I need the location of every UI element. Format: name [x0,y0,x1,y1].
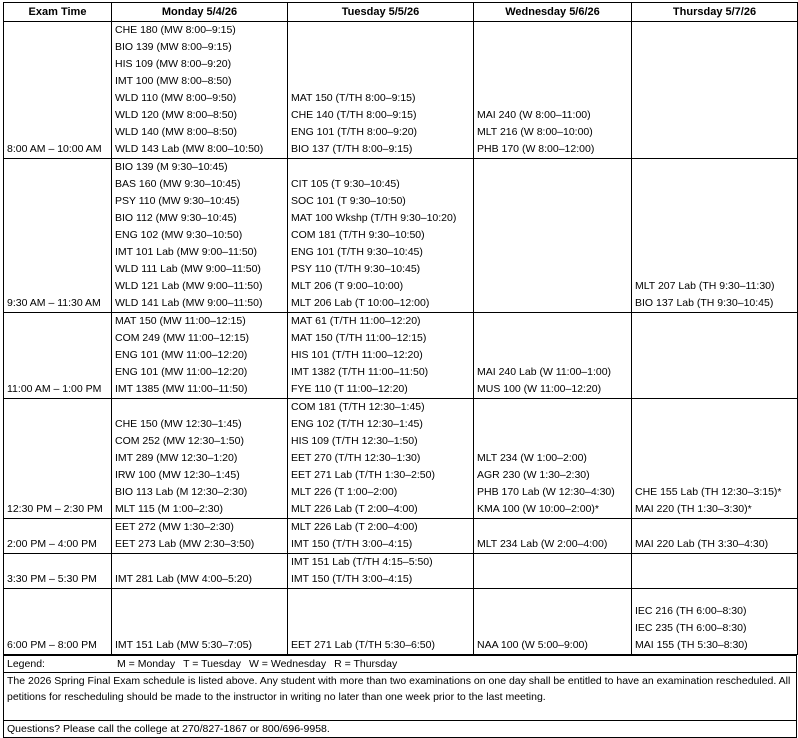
legend-wednesday: W = Wednesday [248,658,327,670]
course-entry: IMT 100 (MW 8:00–8:50) [115,75,232,87]
exam-time-cell: 3:30 PM – 5:30 PM [4,554,112,589]
course-entry: HIS 109 (MW 8:00–9:20) [115,58,232,70]
exam-time-cell: 8:00 AM – 10:00 AM [4,22,112,159]
course-entry: MAI 240 (W 8:00–11:00) [477,109,591,121]
course-entry: WLD 143 Lab (MW 8:00–10:50) [115,143,264,155]
course-entry: MAI 220 (TH 1:30–3:30)* [635,503,752,515]
course-entry: BIO 112 (MW 9:30–10:45) [115,212,237,224]
course-entry: WLD 121 Lab (MW 9:00–11:50) [115,280,263,292]
exam-schedule-sheet [3,2,797,738]
exam-cell-wed [474,22,632,159]
course-entry: KMA 100 (W 10:00–2:00)* [477,503,599,515]
course-entry: ENG 101 (T/TH 9:30–10:45) [291,246,423,258]
course-entry: PSY 110 (T/TH 9:30–10:45) [291,263,421,275]
course-entry: BIO 139 (MW 8:00–9:15) [115,41,232,53]
course-entry: MAT 100 Wkshp (T/TH 9:30–10:20) [291,212,457,224]
header-tuesday: Tuesday 5/5/26 [288,3,474,22]
course-entry: MLT 206 Lab (T 10:00–12:00) [291,297,430,309]
exam-cell-wed [474,399,632,519]
course-entry: ENG 101 (MW 11:00–12:20) [115,349,248,361]
header-row [4,3,798,22]
exam-cell-mon [112,313,288,399]
course-entry: BIO 139 (M 9:30–10:45) [115,161,228,173]
course-entry: ENG 101 (MW 11:00–12:20) [115,366,248,378]
exam-cell-mon [112,22,288,159]
course-entry: IMT 1382 (T/TH 11:00–11:50) [291,366,429,378]
course-entry: MLT 226 Lab (T 2:00–4:00) [291,503,418,515]
schedule-footer [3,655,797,738]
exam-time-cell: 6:00 PM – 8:00 PM [4,589,112,655]
legend-items [114,656,797,673]
note-row [4,673,797,721]
header-wednesday: Wednesday 5/6/26 [474,3,632,22]
course-entry: FYE 110 (T 11:00–12:20) [291,383,408,395]
exam-cell-thu [632,313,798,399]
course-entry: COM 249 (MW 11:00–12:15) [115,332,250,344]
exam-time-cell: 2:00 PM – 4:00 PM [4,519,112,554]
course-entry: CHE 155 Lab (TH 12:30–3:15)* [635,486,782,498]
course-entry: WLD 140 (MW 8:00–8:50) [115,126,237,138]
course-entry: BAS 160 (MW 9:30–10:45) [115,178,241,190]
course-entry: IMT 281 Lab (MW 4:00–5:20) [115,573,252,585]
legend-tuesday: T = Tuesday [183,658,241,670]
course-entry: ENG 101 (T/TH 8:00–9:20) [291,126,418,138]
course-entry: WLD 141 Lab (MW 9:00–11:50) [115,297,263,309]
schedule-row [4,589,798,655]
exam-cell-tue [288,589,474,655]
course-entry: IMT 1385 (MW 11:00–11:50) [115,383,248,395]
course-entry: MLT 234 Lab (W 2:00–4:00) [477,538,608,550]
course-entry: MLT 207 Lab (TH 9:30–11:30) [635,280,775,292]
course-entry: PHB 170 (W 8:00–12:00) [477,143,595,155]
course-entry: MLT 226 Lab (T 2:00–4:00) [291,521,418,533]
course-entry: EET 270 (T/TH 12:30–1:30) [291,452,421,464]
schedule-row [4,159,798,313]
course-entry: EET 273 Lab (MW 2:30–3:50) [115,538,255,550]
exam-cell-thu [632,589,798,655]
schedule-row [4,399,798,519]
exam-cell-mon [112,589,288,655]
contact-info: Questions? Please call the college at 270/827-1867 or 800/696-9958. [4,721,797,738]
schedule-body [4,22,798,655]
course-entry: IEC 235 (TH 6:00–8:30) [635,622,747,634]
exam-cell-tue [288,22,474,159]
course-entry: MLT 206 (T 9:00–10:00) [291,280,404,292]
course-entry: CHE 150 (MW 12:30–1:45) [115,418,242,430]
course-entry: IEC 216 (TH 6:00–8:30) [635,605,747,617]
exam-cell-wed [474,519,632,554]
reschedule-note: The 2026 Spring Final Exam schedule is listed above. Any student with more than two examinations on one day shall be entitled to have an examination rescheduled. All petitions for rescheduling should be made to the instructor in writing no later than one week prior to the last meeting. [7,675,791,703]
course-entry: IRW 100 (MW 12:30–1:45) [115,469,240,481]
course-entry: COM 252 (MW 12:30–1:50) [115,435,244,447]
legend-thursday: R = Thursday [334,658,398,670]
course-entry: EET 272 (MW 1:30–2:30) [115,521,234,533]
course-entry: PHB 170 Lab (W 12:30–4:30) [477,486,615,498]
course-entry: MLT 216 (W 8:00–10:00) [477,126,593,138]
exam-cell-tue [288,399,474,519]
course-entry: ENG 102 (T/TH 12:30–1:45) [291,418,423,430]
exam-cell-tue [288,313,474,399]
course-entry: ENG 102 (MW 9:30–10:50) [115,229,243,241]
course-entry: WLD 110 (MW 8:00–9:50) [115,92,237,104]
exam-cell-thu [632,159,798,313]
course-entry: MLT 115 (M 1:00–2:30) [115,503,223,515]
exam-cell-mon [112,519,288,554]
course-entry: CHE 180 (MW 8:00–9:15) [115,24,236,36]
exam-time-cell: 11:00 AM – 1:00 PM [4,313,112,399]
course-entry: COM 181 (T/TH 12:30–1:45) [291,401,425,413]
course-entry: MAT 150 (T/TH 11:00–12:15) [291,332,427,344]
legend-monday: M = Monday [117,658,176,670]
exam-cell-thu [632,519,798,554]
course-entry: HIS 101 (T/TH 11:00–12:20) [291,349,423,361]
course-entry: PSY 110 (MW 9:30–10:45) [115,195,240,207]
exam-time-cell: 12:30 PM – 2:30 PM [4,399,112,519]
course-entry: IMT 151 Lab (MW 5:30–7:05) [115,639,252,651]
exam-cell-thu [632,22,798,159]
course-entry: MUS 100 (W 11:00–12:20) [477,383,602,395]
exam-cell-wed [474,313,632,399]
course-entry: MAI 155 (TH 5:30–8:30) [635,639,748,651]
legend-label: Legend: [4,656,115,673]
course-entry: IMT 101 Lab (MW 9:00–11:50) [115,246,258,258]
header-exam-time: Exam Time [4,3,112,22]
course-entry: MAT 61 (T/TH 11:00–12:20) [291,315,421,327]
course-entry: MLT 234 (W 1:00–2:00) [477,452,587,464]
schedule-row [4,554,798,589]
course-entry: MLT 226 (T 1:00–2:00) [291,486,398,498]
header-thursday: Thursday 5/7/26 [632,3,798,22]
exam-cell-wed [474,159,632,313]
course-entry: IMT 150 (T/TH 3:00–4:15) [291,573,413,585]
course-entry: EET 271 Lab (T/TH 1:30–2:50) [291,469,435,481]
course-entry: BIO 113 Lab (M 12:30–2:30) [115,486,248,498]
course-entry: BIO 137 (T/TH 8:00–9:15) [291,143,413,155]
course-entry: NAA 100 (W 5:00–9:00) [477,639,588,651]
course-entry: MAI 240 Lab (W 11:00–1:00) [477,366,612,378]
course-entry: MAT 150 (T/TH 8:00–9:15) [291,92,416,104]
course-entry: CIT 105 (T 9:30–10:45) [291,178,400,190]
course-entry: HIS 109 (T/TH 12:30–1:50) [291,435,418,447]
exam-cell-mon [112,554,288,589]
course-entry: IMT 150 (T/TH 3:00–4:15) [291,538,413,550]
course-entry: IMT 151 Lab (T/TH 4:15–5:50) [291,556,433,568]
header-monday: Monday 5/4/26 [112,3,288,22]
course-entry: MAT 150 (MW 11:00–12:15) [115,315,246,327]
exam-cell-thu [632,554,798,589]
exam-cell-tue [288,519,474,554]
exam-cell-wed [474,554,632,589]
schedule-row [4,22,798,159]
course-entry: CHE 140 (T/TH 8:00–9:15) [291,109,417,121]
exam-cell-wed [474,589,632,655]
contact-row [4,721,797,738]
exam-cell-tue [288,159,474,313]
course-entry: WLD 120 (MW 8:00–8:50) [115,109,237,121]
schedule-row [4,313,798,399]
course-entry: IMT 289 (MW 12:30–1:20) [115,452,238,464]
exam-cell-mon [112,399,288,519]
course-entry: AGR 230 (W 1:30–2:30) [477,469,590,481]
course-entry: EET 271 Lab (T/TH 5:30–6:50) [291,639,435,651]
course-entry: BIO 137 Lab (TH 9:30–10:45) [635,297,774,309]
course-entry: SOC 101 (T 9:30–10:50) [291,195,406,207]
course-entry: WLD 111 Lab (MW 9:00–11:50) [115,263,261,275]
exam-cell-mon [112,159,288,313]
course-entry: COM 181 (T/TH 9:30–10:50) [291,229,425,241]
course-entry: MAI 220 Lab (TH 3:30–4:30) [635,538,769,550]
schedule-row [4,519,798,554]
exam-schedule-table [3,2,798,655]
legend-row [4,656,797,673]
exam-cell-thu [632,399,798,519]
exam-time-cell: 9:30 AM – 11:30 AM [4,159,112,313]
exam-cell-tue [288,554,474,589]
